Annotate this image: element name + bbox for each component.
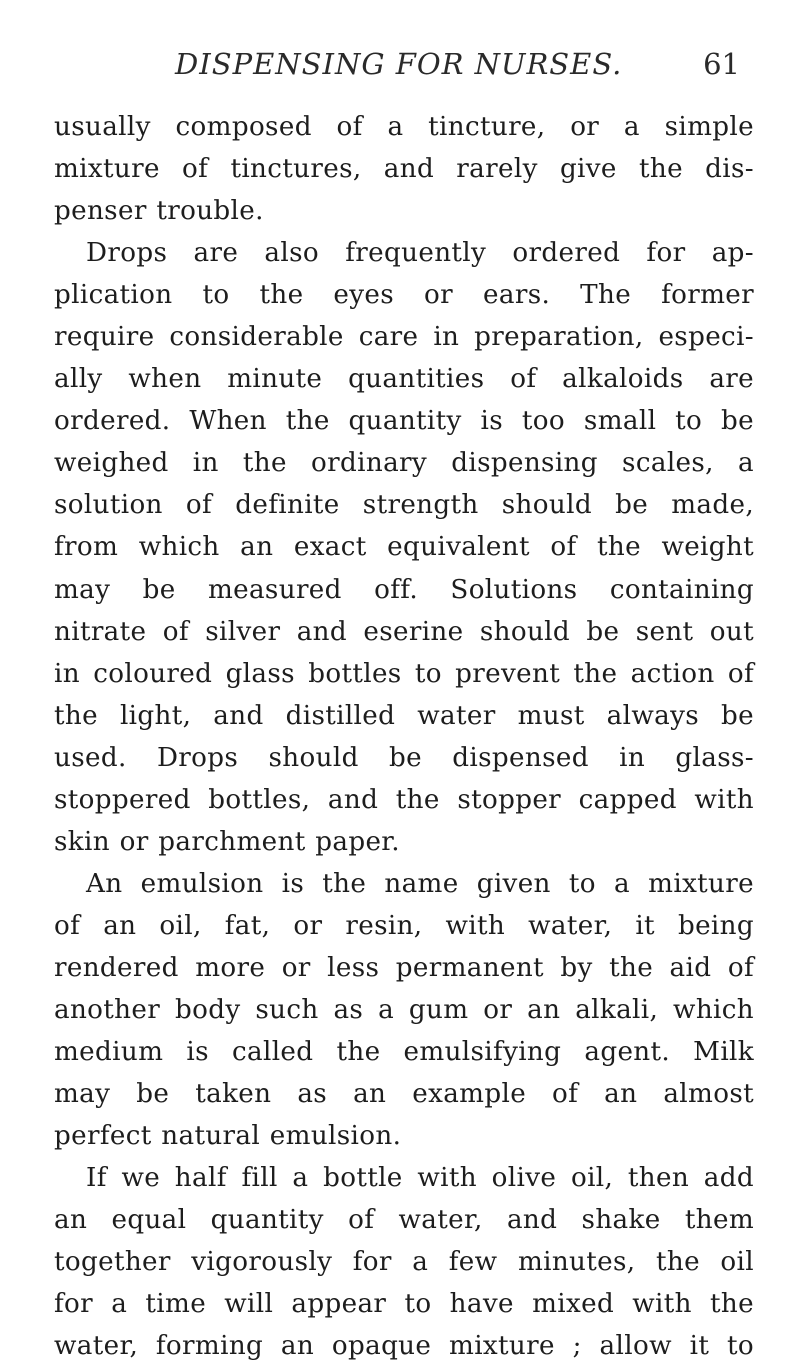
text-line: penser trouble.	[54, 196, 264, 227]
text-line: An emulsion is the name given to a mixture	[86, 868, 754, 899]
text-line: may be taken as an example of an almost	[54, 1079, 754, 1110]
text-line: the light, and distilled water must always be	[54, 700, 754, 731]
text-line: another body such as a gum or an alkali, which	[54, 994, 754, 1025]
body-text	[54, 106, 754, 1367]
text-line: stoppered bottles, and the stopper capped with	[54, 784, 754, 815]
text-line: perfect natural emulsion.	[54, 1121, 402, 1152]
text-line: in coloured glass bottles to prevent the action of	[54, 658, 754, 689]
text-line: for a time will appear to have mixed with the	[54, 1289, 754, 1320]
text-line: an equal quantity of water, and shake them	[54, 1205, 754, 1236]
text-line: solution of definite strength should be made,	[54, 490, 754, 521]
text-line: together vigorously for a few minutes, the oil	[54, 1247, 754, 1278]
text-line: require considerable care in preparation, especi-	[54, 322, 754, 353]
page-number: 61	[703, 47, 740, 81]
text-line: plication to the eyes or ears. The former	[54, 280, 754, 311]
text-line: nitrate of silver and eserine should be sent out	[54, 616, 754, 647]
text-line: ally when minute quantities of alkaloids are	[54, 364, 754, 395]
running-head	[110, 44, 740, 84]
text-line: skin or parchment paper.	[54, 826, 400, 857]
text-line: ordered. When the quantity is too small to be	[54, 406, 754, 437]
text-line: weighed in the ordinary dispensing scales, a	[54, 448, 754, 479]
text-line: medium is called the emulsifying agent. Milk	[54, 1037, 754, 1068]
text-line: may be measured off. Solutions containing	[54, 574, 754, 605]
text-line: from which an exact equivalent of the weight	[54, 532, 754, 563]
text-line: usually composed of a tincture, or a simple	[54, 112, 754, 142]
text-line: used. Drops should be dispensed in glass-	[54, 742, 754, 773]
text-line: Drops are also frequently ordered for ap-	[86, 238, 754, 269]
text-line: of an oil, fat, or resin, with water, it being	[54, 910, 754, 941]
text-line: If we half fill a bottle with olive oil, then add	[86, 1163, 754, 1194]
text-line: mixture of tinctures, and rarely give the dis-	[54, 154, 754, 185]
text-line: rendered more or less permanent by the aid of	[54, 952, 754, 983]
running-title: DISPENSING FOR NURSES.	[175, 47, 623, 81]
text-line: water, forming an opaque mixture ; allow it to	[54, 1331, 754, 1362]
